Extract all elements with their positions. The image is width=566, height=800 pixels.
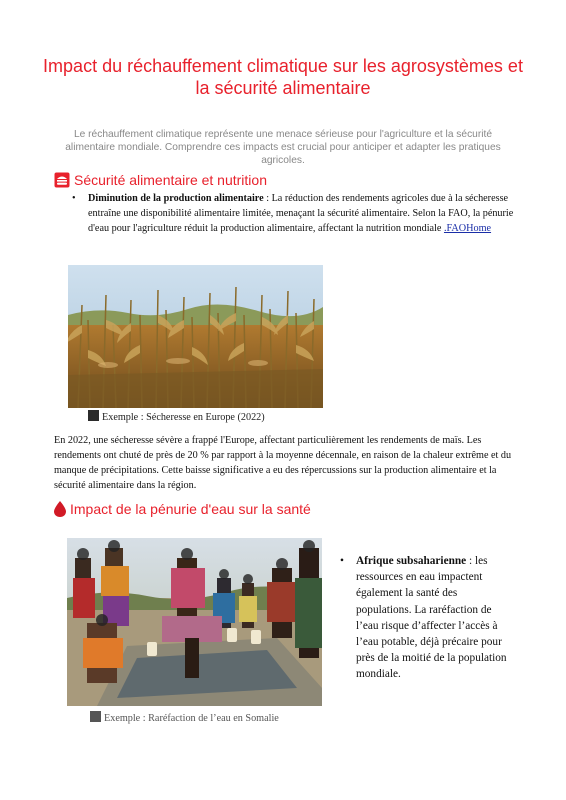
water-drop-icon xyxy=(54,501,66,521)
image-caption-drought xyxy=(88,410,265,424)
caption-text: Exemple : Raréfaction de l’eau en Somalie xyxy=(104,713,279,724)
drought-maize-photo xyxy=(68,265,323,408)
section-heading-label: Sécurité alimentaire et nutrition xyxy=(74,172,267,188)
section-heading-water-health xyxy=(54,500,311,521)
bullet-text xyxy=(88,191,520,236)
bullet-dot: • xyxy=(340,555,344,567)
section-heading-food-security xyxy=(54,171,267,192)
drought-paragraph: En 2022, une sécheresse sévère a frappé l'Europe, affectant particulièrement les rendements de maïs. Les rendements ont chuté de près de 20 % par rapport à la moyenne décennale, en raison de la chaleur extrême et du manque de précipitations. Cette baisse significative a eu des répercussions sur la production alimentaire et la sécurité alimentaire dans la région. xyxy=(54,435,512,491)
somalia-water-photo xyxy=(67,538,322,706)
bullet-dot: • xyxy=(72,193,76,204)
caption-text: Exemple : Sécheresse en Europe (2022) xyxy=(102,412,265,423)
bullet-text xyxy=(356,553,515,683)
page-title: Impact du réchauffement climatique sur les agrosystèmes et la sécurité alimentaire xyxy=(43,56,523,98)
fao-home-link[interactable]: .FAOHome xyxy=(443,223,492,234)
section-heading-label: Impact de la pénurie d'eau sur la santé xyxy=(70,501,311,517)
bullet-bold-label: Diminution de la production alimentaire xyxy=(88,193,264,204)
bullet-food-production xyxy=(72,191,520,236)
caption-square-icon xyxy=(90,711,101,722)
bullet-subsaharan-africa xyxy=(340,553,515,683)
bullet-body: : les ressources en eau impactent également la santé des populations. La raréfaction de l’eau risque d’affecter l’accès à l’eau potable, déjà précaire pour près de la moitié de la population mondiale. xyxy=(356,555,507,681)
caption-square-icon xyxy=(88,410,99,421)
intro-text: Le réchauffement climatique représente une menace sérieuse pour l'agriculture et la sécurité alimentaire mondiale. Comprendre ces impacts est crucial pour anticiper et adapter les pratiques agricoles. xyxy=(65,129,501,166)
image-caption-somalia xyxy=(90,711,279,725)
bullet-bold-label: Afrique subsaharienne xyxy=(356,555,467,567)
bullet-body: : La réduction des rendements agricoles due à la sécheresse entraîne une disponibilité alimentaire limitée, menaçant la sécurité alimentaire. Selon la FAO, la pénurie d'eau pour l'agriculture réduit la production alimentaire, affectant la nutrition mondiale xyxy=(88,193,514,234)
burger-food-icon xyxy=(54,172,70,192)
